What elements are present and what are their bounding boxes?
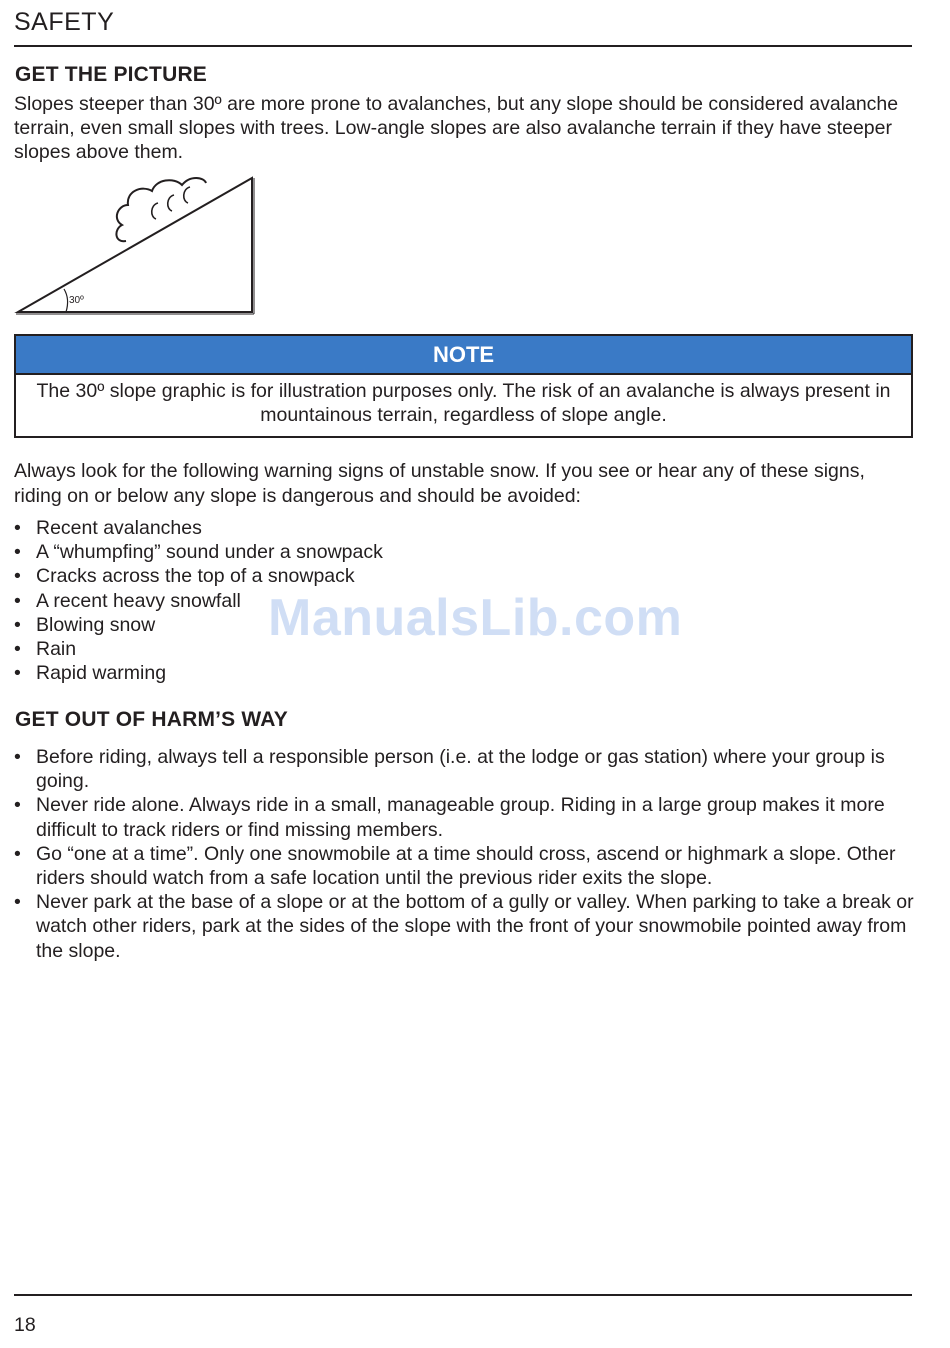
list-item: • Blowing snow <box>14 613 156 636</box>
bullet: • <box>14 638 21 661</box>
list-item: • Rain <box>14 638 77 661</box>
list-item: • A “whumpfing” sound under a snowpack <box>14 541 383 564</box>
watermark: ManualsLib.com <box>268 589 683 647</box>
bullet: • <box>14 842 21 865</box>
note-title: NOTE <box>16 336 911 375</box>
bullet: • <box>14 565 21 588</box>
list-item: • Never park at the base of a slope or at the bottom of a gully or valley. When parking to take a break or watch other riders, park at the sides of the slope with the front of your snowmobile pointed away from the slope. <box>14 891 914 962</box>
bullet: • <box>14 541 21 564</box>
list-item: • Rapid warming <box>14 662 167 685</box>
slope-paragraph: Slopes steeper than 30º are more prone to avalanches, but any slope should be considered avalanche terrain, even small slopes with trees. Low-angle slopes are also avalanche terrain if they have steeper slopes above them. <box>14 93 899 163</box>
heading-get-the-picture: GET THE PICTURE <box>15 63 208 86</box>
note-box <box>14 334 913 438</box>
list-item: • Cracks across the top of a snowpack <box>14 565 355 588</box>
list-item: • A recent heavy snowfall <box>14 589 241 612</box>
heading-get-out-of-harms-way: GET OUT OF HARM’S WAY <box>15 708 288 731</box>
list-item: • Before riding, always tell a responsible person (i.e. at the lodge or gas station) where your group is going. <box>14 746 885 793</box>
angle-label: 30º <box>69 295 84 306</box>
bullet: • <box>14 613 21 636</box>
warning-intro: Always look for the following warning signs of unstable snow. If you see or hear any of these signs, riding on or below any slope is dangerous and should be avoided: <box>14 460 865 507</box>
bullet: • <box>14 746 21 768</box>
list-item: • Go “one at a time”. Only one snowmobile at a time should cross, ascend or highmark a slope. Other riders should watch from a safe location until the previous rider exits the slope. <box>14 842 896 890</box>
bullet: • <box>14 662 21 685</box>
bullet: • <box>14 589 21 612</box>
header-rule <box>14 45 912 47</box>
note-text: The 30º slope graphic is for illustration purposes only. The risk of an avalanche is always present in mountainous terrain, regardless of slope angle. <box>36 380 891 426</box>
footer-rule <box>14 1294 912 1296</box>
bullet: • <box>14 794 21 817</box>
slope-diagram <box>14 173 258 319</box>
list-item: • Recent avalanches <box>14 517 202 539</box>
bullet: • <box>14 517 21 539</box>
list-item: • Never ride alone. Always ride in a small, manageable group. Riding in a large group makes it more difficult to track riders or find missing members. <box>14 794 885 841</box>
section-title: SAFETY <box>14 8 115 36</box>
page-number: 18 <box>14 1314 36 1336</box>
harms-way-list <box>14 745 914 963</box>
bullet: • <box>14 891 21 914</box>
